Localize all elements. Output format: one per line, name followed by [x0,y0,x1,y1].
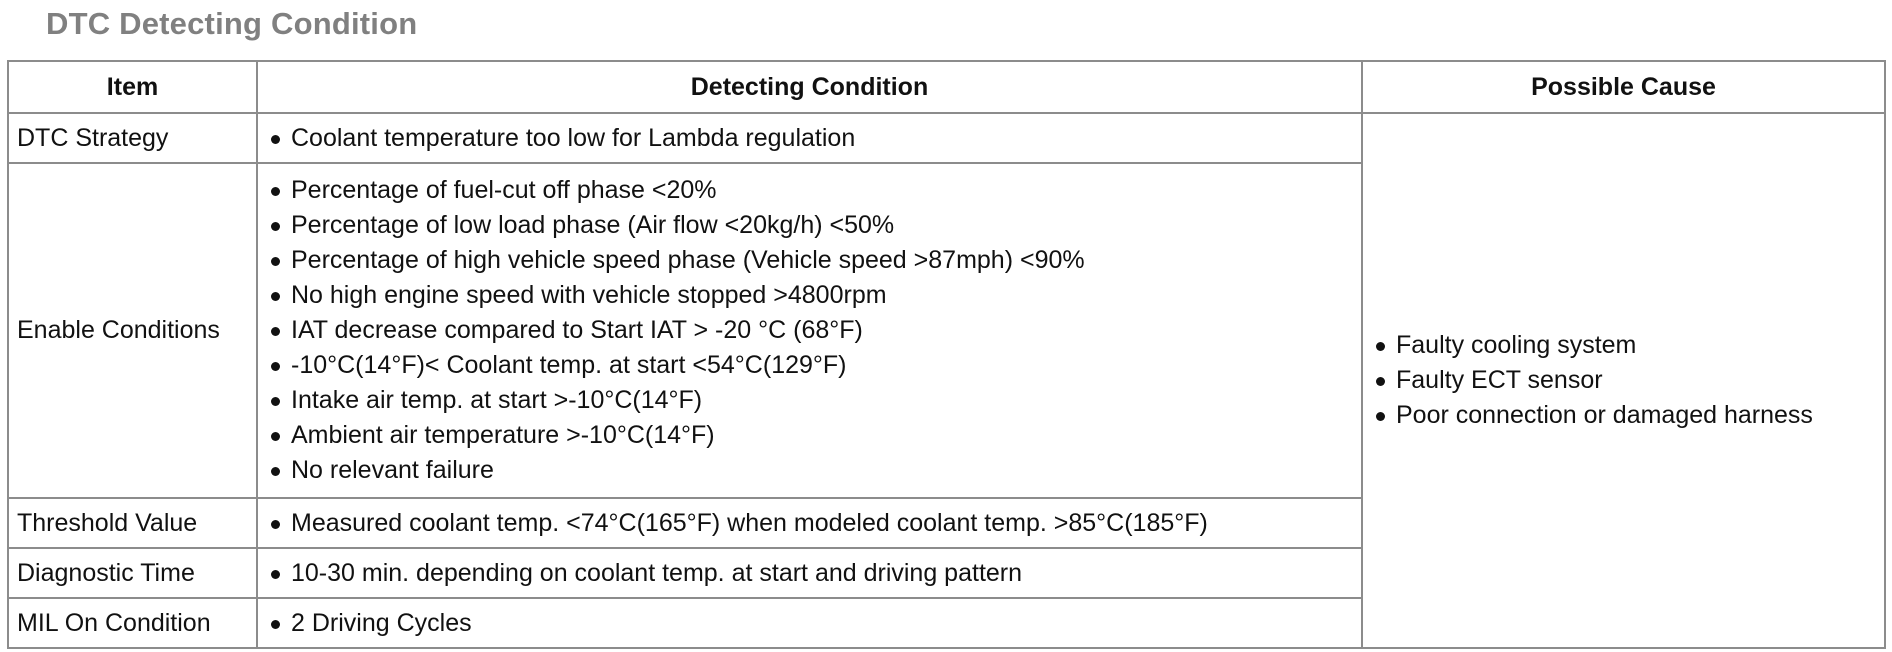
column-header-possible-cause: Possible Cause [1362,61,1885,113]
column-header-detecting-condition: Detecting Condition [257,61,1362,113]
detecting-condition-cell [257,598,1362,648]
condition-item: Measured coolant temp. <74°C(165°F) when modeled coolant temp. >85°C(185°F) [268,506,1361,541]
row-label-diagnostic-time: Diagnostic Time [8,548,257,598]
detecting-condition-cell [257,163,1362,498]
condition-item: 10-30 min. depending on coolant temp. at start and driving pattern [268,556,1361,591]
condition-list [268,173,1361,488]
detecting-condition-cell [257,498,1362,548]
table-header-row [8,61,1885,113]
condition-item: Ambient air temperature >-10°C(14°F) [268,418,1361,453]
condition-list [268,121,1361,156]
condition-item: Percentage of fuel-cut off phase <20% [268,173,1361,208]
condition-item: Percentage of high vehicle speed phase (Vehicle speed >87mph) <90% [268,243,1361,278]
cause-item: Faulty cooling system [1373,328,1884,363]
detecting-condition-cell [257,113,1362,163]
condition-item: Percentage of low load phase (Air flow <20kg/h) <50% [268,208,1361,243]
row-label-dtc-strategy: DTC Strategy [8,113,257,163]
dtc-condition-table [7,60,1886,649]
row-label-mil-on-condition: MIL On Condition [8,598,257,648]
column-header-item: Item [8,61,257,113]
condition-item: Coolant temperature too low for Lambda regulation [268,121,1361,156]
condition-list [268,506,1361,541]
cause-item: Faulty ECT sensor [1373,363,1884,398]
cause-item: Poor connection or damaged harness [1373,398,1884,433]
possible-cause-list [1373,328,1884,433]
condition-item: -10°C(14°F)< Coolant temp. at start <54°C(129°F) [268,348,1361,383]
possible-cause-cell [1362,113,1885,648]
condition-item: Intake air temp. at start >-10°C(14°F) [268,383,1361,418]
condition-item: No relevant failure [268,453,1361,488]
row-label-enable-conditions: Enable Conditions [8,163,257,498]
condition-item: IAT decrease compared to Start IAT > -20 °C (68°F) [268,313,1361,348]
condition-item: 2 Driving Cycles [268,606,1361,641]
row-label-threshold-value: Threshold Value [8,498,257,548]
condition-list [268,556,1361,591]
detecting-condition-cell [257,548,1362,598]
condition-list [268,606,1361,641]
page-title: DTC Detecting Condition [46,6,418,41]
table-row-dtc-strategy [8,113,1885,163]
condition-item: No high engine speed with vehicle stopped >4800rpm [268,278,1361,313]
